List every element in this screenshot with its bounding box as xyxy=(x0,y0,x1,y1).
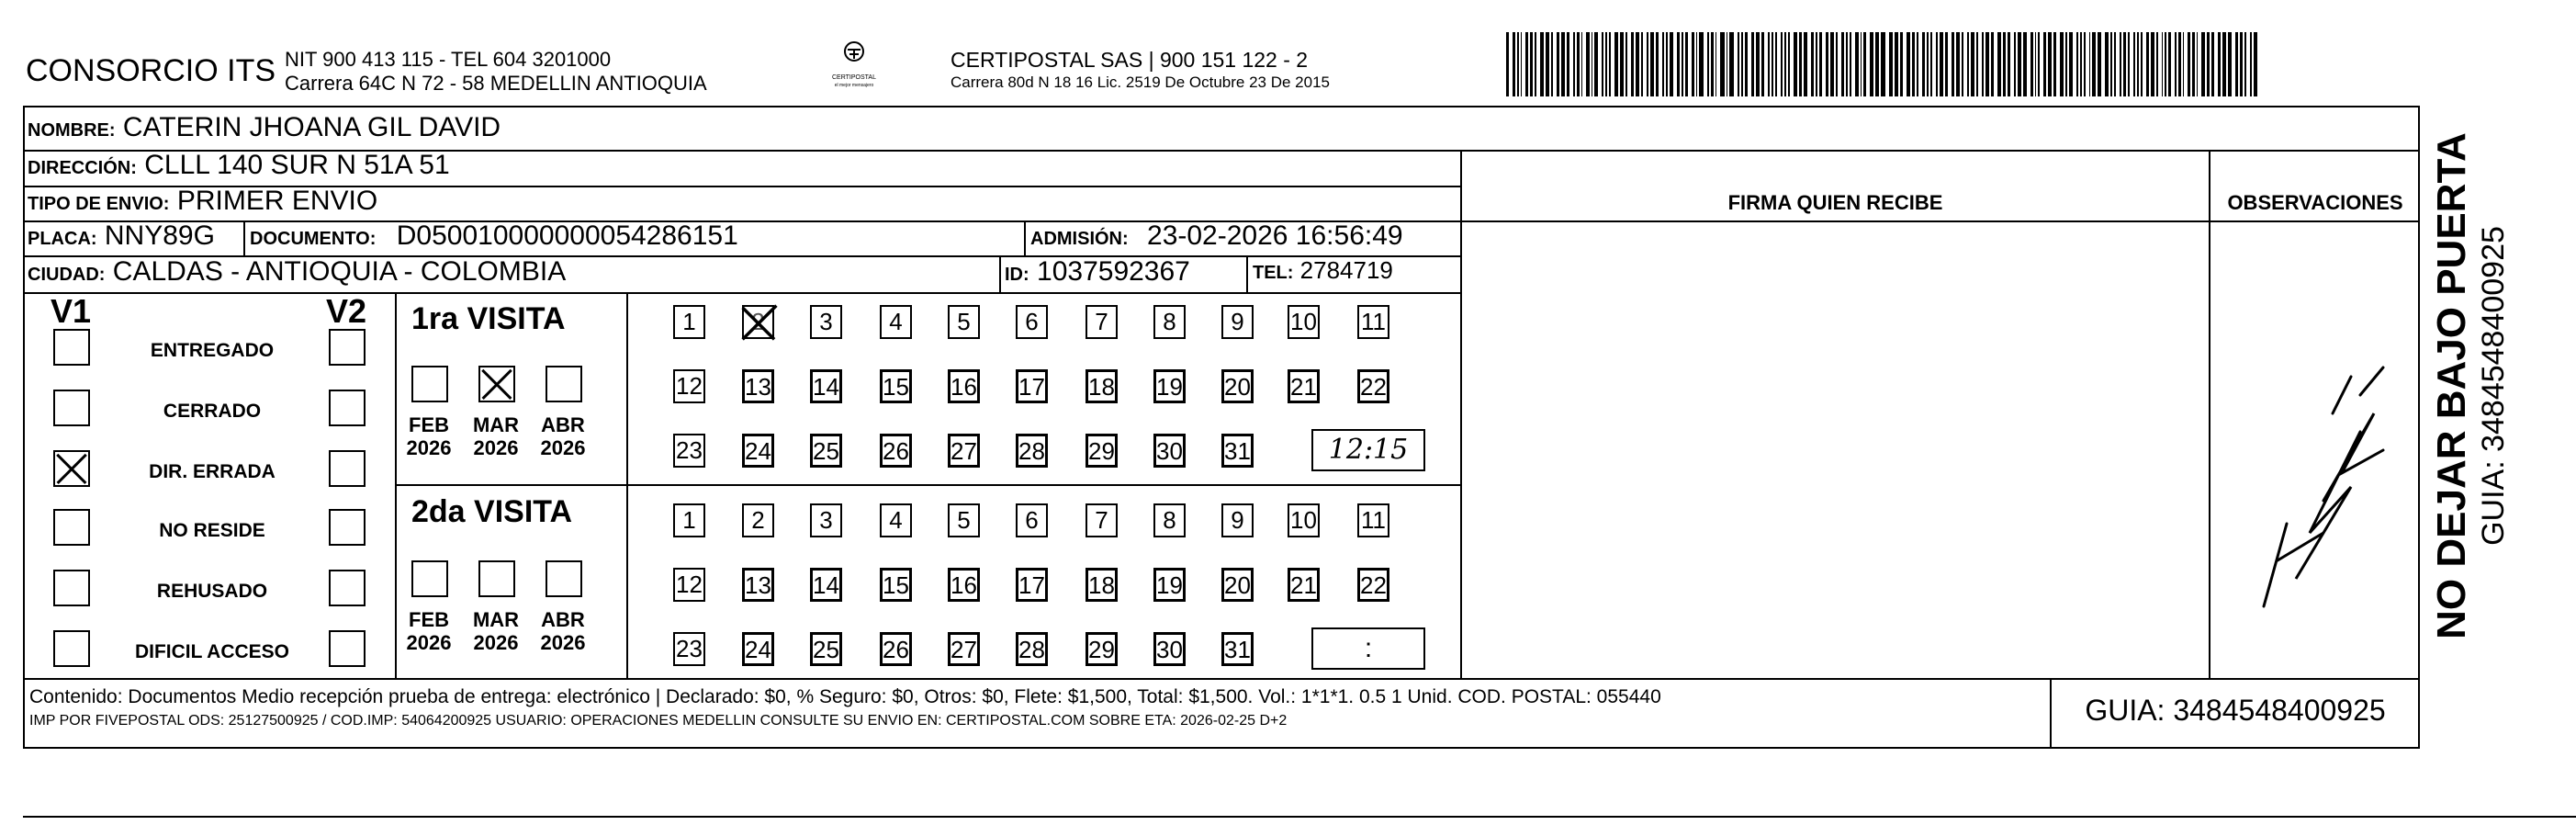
status-label: DIFICIL ACCESO xyxy=(134,641,289,662)
v1-header: V1 xyxy=(51,292,92,330)
v2-checkbox[interactable] xyxy=(329,329,366,366)
footer-info xyxy=(29,684,2041,732)
tel-row xyxy=(1253,256,1393,285)
day-box[interactable]: 24 xyxy=(742,434,774,468)
day-box[interactable]: 11 xyxy=(1357,503,1389,537)
day-box[interactable]: 25 xyxy=(810,434,842,468)
tel-label: TEL: xyxy=(1253,263,1294,283)
day-box[interactable]: 7 xyxy=(1086,305,1118,339)
documento-value: D050010000000054286151 xyxy=(396,220,738,251)
firma-header: FIRMA QUIEN RECIBE xyxy=(1727,191,1943,214)
nombre-value: CATERIN JHOANA GIL DAVID xyxy=(122,112,501,142)
v1-checkbox[interactable] xyxy=(53,390,90,426)
certipostal-logo-icon xyxy=(836,40,872,70)
day-box[interactable]: 26 xyxy=(880,632,912,666)
nombre-label: NOMBRE: xyxy=(28,120,116,141)
documento-row xyxy=(250,220,738,252)
day-box[interactable]: 29 xyxy=(1086,434,1118,468)
certipostal-logo xyxy=(831,40,877,86)
tipo-envio-label: TIPO DE ENVIO: xyxy=(28,194,170,214)
time-box[interactable]: 12:15 xyxy=(1311,429,1425,471)
carrier-info xyxy=(951,48,1330,93)
v1-checkbox[interactable] xyxy=(53,329,90,366)
day-box[interactable]: 28 xyxy=(1016,434,1048,468)
status-label: REHUSADO xyxy=(156,581,268,602)
day-box[interactable]: 18 xyxy=(1086,568,1118,602)
admision-value: 23-02-2026 16:56:49 xyxy=(1147,220,1403,251)
v2-checkbox[interactable] xyxy=(329,509,366,546)
month-checkbox[interactable] xyxy=(478,366,515,402)
day-box[interactable]: 9 xyxy=(1221,503,1254,537)
admision-row xyxy=(1030,220,1403,252)
ciudad-value: CALDAS - ANTIOQUIA - COLOMBIA xyxy=(112,256,567,287)
day-box[interactable]: 10 xyxy=(1288,503,1320,537)
day-box[interactable]: 5 xyxy=(948,305,980,339)
placa-row xyxy=(28,220,215,252)
day-box[interactable]: 8 xyxy=(1153,503,1186,537)
carrier-license: Carrera 80d N 18 16 Lic. 2519 De Octubre 23 De 2015 xyxy=(951,73,1330,91)
day-box[interactable]: 27 xyxy=(948,632,980,666)
day-box[interactable]: 30 xyxy=(1153,434,1186,468)
side-notice xyxy=(2429,115,2512,657)
logo-text: CERTIPOSTAL xyxy=(832,74,876,81)
status-label: NO RESIDE xyxy=(159,520,265,541)
day-box[interactable]: 4 xyxy=(880,305,912,339)
tipo-envio-value: PRIMER ENVIO xyxy=(176,186,378,216)
day-box[interactable]: 11 xyxy=(1357,305,1389,339)
contenido-text: Contenido: Documentos Medio recepción prueba de entrega: electrónico | Declarado: $0, % Seguro: $0, Otros: $0, Flete: $1,500, Total: $1,500. Vol.: 1*1*1. 0.5 1 Unid. COD. POSTAL: 055440 xyxy=(29,686,1661,707)
day-box[interactable]: 6 xyxy=(1016,503,1048,537)
status-label: ENTREGADO xyxy=(150,340,275,361)
ciudad-label: CIUDAD: xyxy=(28,265,106,285)
day-box[interactable]: 1 xyxy=(673,305,705,339)
v1-checkbox[interactable] xyxy=(53,630,90,667)
observaciones-header: OBSERVACIONES xyxy=(2227,191,2403,214)
v1-checkbox[interactable] xyxy=(53,450,90,487)
day-box[interactable]: 14 xyxy=(810,568,842,602)
day-box[interactable]: 22 xyxy=(1357,369,1389,403)
day-box[interactable]: 25 xyxy=(810,632,842,666)
time-box[interactable]: : xyxy=(1311,627,1425,670)
signature xyxy=(2222,303,2406,616)
day-box[interactable]: 16 xyxy=(948,568,980,602)
v2-checkbox[interactable] xyxy=(329,630,366,667)
day-box[interactable]: 21 xyxy=(1288,369,1320,403)
status-label: DIR. ERRADA xyxy=(149,461,276,482)
ciudad-row xyxy=(28,256,566,288)
status-label: CERRADO xyxy=(163,401,262,422)
id-value: 1037592367 xyxy=(1037,256,1190,287)
day-box[interactable]: 5 xyxy=(948,503,980,537)
day-box[interactable]: 15 xyxy=(880,568,912,602)
direccion-row xyxy=(28,150,450,181)
placa-value: NNY89G xyxy=(104,220,215,251)
company-nit: NIT 900 413 115 - TEL 604 3201000 xyxy=(285,48,612,71)
id-label: ID: xyxy=(1005,265,1029,285)
day-box[interactable]: 28 xyxy=(1016,632,1048,666)
day-box[interactable]: 20 xyxy=(1221,369,1254,403)
direccion-value: CLLL 140 SUR N 51A 51 xyxy=(144,150,450,180)
day-box[interactable]: 23 xyxy=(673,434,705,468)
side-guia: GUIA: 3484548400925 xyxy=(2476,226,2511,546)
direccion-label: DIRECCIÓN: xyxy=(28,158,137,178)
day-box[interactable]: 2 xyxy=(742,305,774,339)
month-checkbox[interactable] xyxy=(411,366,448,402)
day-box[interactable]: 31 xyxy=(1221,632,1254,666)
footer-guia: GUIA: 3484548400925 xyxy=(2085,694,2386,727)
company-info xyxy=(285,48,707,96)
day-box[interactable]: 12 xyxy=(673,568,705,602)
day-box[interactable]: 9 xyxy=(1221,305,1254,339)
documento-label: DOCUMENTO: xyxy=(250,229,377,249)
placa-label: PLACA: xyxy=(28,229,97,249)
barcode-icon xyxy=(1506,32,2259,96)
month-label: MAR 2026 xyxy=(472,413,520,459)
imp-text: IMP POR FIVEPOSTAL ODS: 25127500925 / COD.IMP: 54064200925 USUARIO: OPERACIONES MEDELLIN CONSULTE SU ENVIO EN: CERTIPOSTAL.COM SOBRE ETA: 2026-02-25 D+2 xyxy=(29,713,1288,729)
day-box[interactable]: 26 xyxy=(880,434,912,468)
month-label: ABR 2026 xyxy=(540,608,586,654)
check-mark-icon xyxy=(738,301,781,344)
month-checkbox[interactable] xyxy=(546,366,582,402)
day-box[interactable]: 17 xyxy=(1016,369,1048,403)
day-box[interactable]: 4 xyxy=(880,503,912,537)
day-box[interactable]: 10 xyxy=(1288,305,1320,339)
month-label: FEB 2026 xyxy=(406,413,452,459)
day-box[interactable]: 1 xyxy=(673,503,705,537)
v2-checkbox[interactable] xyxy=(329,450,366,487)
v2-checkbox[interactable] xyxy=(329,390,366,426)
second-visit-title: 2da VISITA xyxy=(411,494,573,529)
day-box[interactable]: 7 xyxy=(1086,503,1118,537)
day-box[interactable]: 24 xyxy=(742,632,774,666)
admision-label: ADMISIÓN: xyxy=(1030,229,1129,249)
day-box[interactable]: 13 xyxy=(742,369,774,403)
day-box[interactable]: 22 xyxy=(1357,568,1389,602)
tel-value: 2784719 xyxy=(1299,256,1393,284)
day-box[interactable]: 23 xyxy=(673,632,705,666)
day-box[interactable]: 29 xyxy=(1086,632,1118,666)
day-box[interactable]: 19 xyxy=(1153,568,1186,602)
tipo-envio-row xyxy=(28,186,377,217)
month-label: MAR 2026 xyxy=(472,608,520,654)
day-box[interactable]: 2 xyxy=(742,503,774,537)
day-box[interactable]: 12 xyxy=(673,369,705,403)
day-box[interactable]: 14 xyxy=(810,369,842,403)
day-box[interactable]: 3 xyxy=(810,503,842,537)
day-box[interactable]: 19 xyxy=(1153,369,1186,403)
id-row xyxy=(1005,256,1190,288)
day-box[interactable]: 21 xyxy=(1288,568,1320,602)
day-box[interactable]: 13 xyxy=(742,568,774,602)
v2-header: V2 xyxy=(326,292,367,330)
day-box[interactable]: 27 xyxy=(948,434,980,468)
day-box[interactable]: 8 xyxy=(1153,305,1186,339)
day-box[interactable]: 17 xyxy=(1016,568,1048,602)
month-label: ABR 2026 xyxy=(540,413,586,459)
day-box[interactable]: 31 xyxy=(1221,434,1254,468)
v1-checkbox[interactable] xyxy=(53,509,90,546)
company-name: CONSORCIO ITS xyxy=(26,53,276,88)
month-label: FEB 2026 xyxy=(406,608,452,654)
day-box[interactable]: 18 xyxy=(1086,369,1118,403)
first-visit-title: 1ra VISITA xyxy=(411,301,566,336)
day-box[interactable]: 20 xyxy=(1221,568,1254,602)
carrier-name: CERTIPOSTAL SAS | 900 151 122 - 2 xyxy=(951,48,1309,72)
logo-subtext: el mejor mensajero xyxy=(834,83,874,88)
side-notice-text: NO DEJAR BAJO PUERTA xyxy=(2429,132,2474,639)
month-checkbox[interactable] xyxy=(478,560,515,597)
month-checkbox[interactable] xyxy=(411,560,448,597)
day-box[interactable]: 15 xyxy=(880,369,912,403)
day-box[interactable]: 16 xyxy=(948,369,980,403)
month-checkbox[interactable] xyxy=(546,560,582,597)
day-box[interactable]: 6 xyxy=(1016,305,1048,339)
company-address: Carrera 64C N 72 - 58 MEDELLIN ANTIOQUIA xyxy=(285,72,707,95)
v2-checkbox[interactable] xyxy=(329,570,366,606)
nombre-row xyxy=(28,112,501,143)
day-box[interactable]: 30 xyxy=(1153,632,1186,666)
v1-checkbox[interactable] xyxy=(53,570,90,606)
day-box[interactable]: 3 xyxy=(810,305,842,339)
